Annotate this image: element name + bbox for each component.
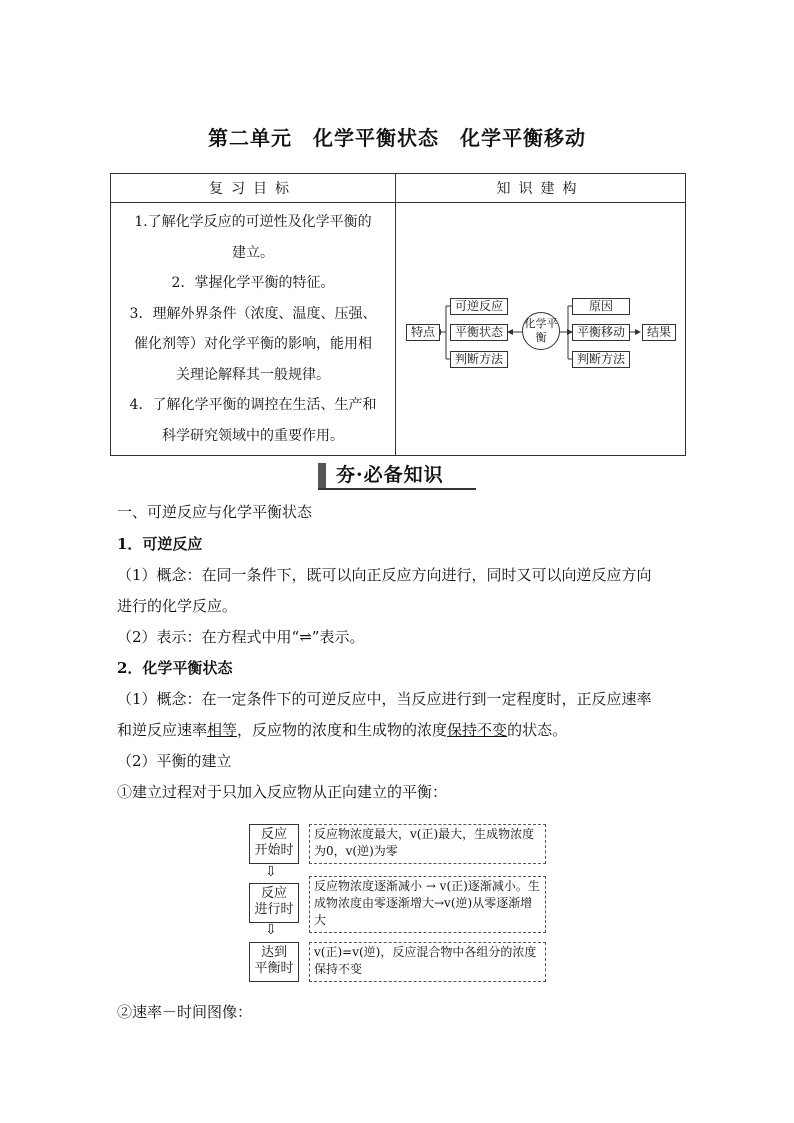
- goal-line: 科学研究领域中的重要作用。: [162, 427, 344, 444]
- paragraph: （2）表示：在方程式中用“⇌”表示。: [117, 628, 365, 646]
- objectives-table: [110, 173, 686, 456]
- knowledge-diagram: [396, 203, 685, 455]
- banner-text: 夯·必备知识: [336, 464, 444, 486]
- flow-step-description: v(正)=v(逆)，反应混合物中各组分的浓度保持不变: [309, 942, 546, 982]
- header-knowledge-structure: 知识建构: [396, 174, 686, 203]
- paragraph: [117, 720, 567, 740]
- subheading-reversible-reaction: 1．可逆反应: [117, 535, 203, 553]
- goal-line: 关理论解释其一般规律。: [176, 366, 330, 383]
- paragraph: 进行的化学反应。: [117, 597, 238, 615]
- flow-step-description: 反应物浓度最大，v(正)最大，生成物浓度为0，v(逆)为零: [309, 824, 546, 864]
- paragraph: （2）平衡的建立: [117, 752, 232, 770]
- knowledge-diagram-cell: [396, 203, 686, 456]
- flow-label-line: 进行时: [254, 902, 294, 917]
- goal-line: 催化剂等）对化学平衡的影响，能用相: [134, 336, 372, 352]
- page-title: 第二单元 化学平衡状态 化学平衡移动: [208, 126, 586, 150]
- subheading-equilibrium-state: 2．化学平衡状态: [117, 659, 233, 677]
- node-judgment-method-right: 判断方法: [572, 351, 630, 368]
- flow-label-line: 反应: [260, 886, 287, 901]
- text-run: 和逆反应速率: [117, 721, 208, 739]
- text-run: ，反应物的浓度和生成物的浓度: [237, 721, 448, 739]
- paragraph: （1）概念：在同一条件下，既可以向正反应方向进行，同时又可以向逆反应方向: [117, 566, 652, 584]
- flow-label-line: 开始时: [254, 843, 294, 858]
- underlined-term: 保持不变: [447, 721, 508, 739]
- flow-label-line: 平衡时: [254, 961, 294, 976]
- flow-step-label: [249, 824, 299, 864]
- flow-step-label: [249, 942, 299, 982]
- goal-line: 1.了解化学反应的可逆性及化学平衡的: [134, 214, 372, 230]
- paragraph: （1）概念：在一定条件下的可逆反应中，当反应进行到一定程度时，正反应速率: [117, 690, 652, 708]
- goal-line: 建立。: [232, 244, 274, 261]
- down-arrow-icon: ⇩: [265, 922, 277, 938]
- node-equilibrium-shift: 平衡移动: [572, 324, 630, 341]
- node-cause: 原因: [572, 298, 630, 315]
- down-arrow-icon: ⇩: [265, 864, 277, 880]
- flow-step-description: 反应物浓度逐渐减小 → v(正)逐渐减小。生成物浓度由零逐渐增大→v(逆)从零逐渐增大: [309, 876, 546, 933]
- section-heading: 一、可逆反应与化学平衡状态: [117, 503, 313, 521]
- underlined-term: 相等: [207, 721, 238, 739]
- goal-line: 4．了解化学平衡的调控在生活、生产和: [129, 397, 377, 413]
- goal-line: 2．掌握化学平衡的特征。: [171, 275, 335, 291]
- flow-label-line: 反应: [260, 827, 287, 842]
- node-reversible-reaction: 可逆反应: [450, 298, 508, 315]
- node-result: 结果: [642, 324, 676, 341]
- node-judgment-method-left: 判断方法: [450, 351, 508, 368]
- section-banner: [318, 463, 476, 490]
- goals-cell: [111, 203, 396, 456]
- node-equilibrium-state: 平衡状态: [450, 324, 508, 341]
- node-features: 特点: [406, 324, 440, 341]
- paragraph: ②速率－时间图像：: [117, 1003, 253, 1021]
- goal-line: 3．理解外界条件（浓度、温度、压强、: [129, 305, 377, 322]
- flow-step-label: [249, 883, 299, 923]
- node-chemical-equilibrium: 化学平衡: [522, 312, 560, 350]
- header-review-goals: 复习目标: [111, 174, 396, 203]
- banner-bar: [318, 463, 326, 488]
- paragraph: ①建立过程对于只加入反应物从正向建立的平衡：: [117, 783, 448, 801]
- text-run: 的状态。: [507, 721, 568, 739]
- flow-label-line: 达到: [260, 945, 287, 960]
